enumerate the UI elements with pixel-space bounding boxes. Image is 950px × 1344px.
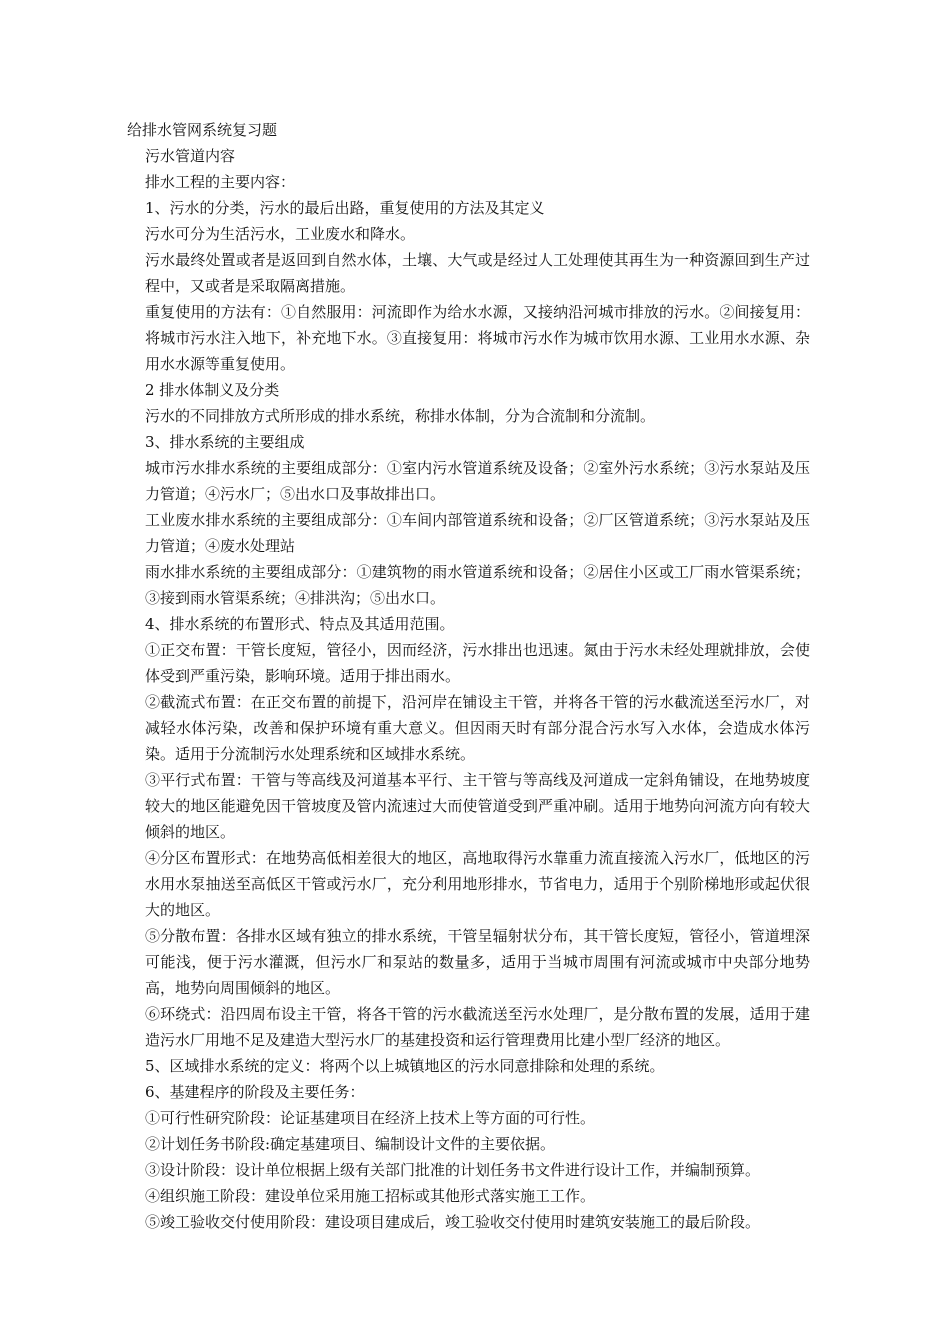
paragraph-14: ①正交布置：干管长度短，管径小，因而经济，污水排出也迅速。氮由于污水未经处理就排放，会使体受到严重污染，影响环境。适用于排出雨水。 — [145, 641, 810, 685]
paragraph-8: 污水的不同排放方式所形成的排水系统，称排水体制，分为合流制和分流制。 — [145, 407, 656, 425]
paragraph-4: 污水可分为生活污水，工业废水和降水。 — [145, 225, 416, 243]
paragraph-2: 排水工程的主要内容： — [145, 173, 296, 191]
document-body — [127, 117, 810, 1235]
paragraph-15: ②截流式布置：在正交布置的前提下，沿河岸在铺设主干管，并将各干管的污水截流送至污水厂，对减轻水体污染，改善和保护环境有重大意义。但因雨天时有部分混合污水写入水体，会造成水体污染。适用于分流制污水处理系统和区域排水系统。 — [145, 693, 810, 763]
paragraph-16: ③平行式布置：干管与等高线及河道基本平行、主干管与等高线及河道成一定斜角铺设，在地势坡度较大的地区能避免因干管坡度及管内流速过大而使管道受到严重冲刷。适用于地势向河流方向有较大倾斜的地区。 — [145, 771, 810, 841]
paragraph-18: ⑤分散布置：各排水区域有独立的排水系统，干管呈辐射状分布，其干管长度短，管径小，管道埋深可能浅，便于污水灌溉，但污水厂和泵站的数量多，适用于当城市周围有河流或城市中央部分地势高，地势向周围倾斜的地区。 — [145, 927, 810, 997]
paragraph-19: ⑥环绕式：沿四周布设主干管，将各干管的污水截流送至污水处理厂，是分散布置的发展，适用于建造污水厂用地不足及建造大型污水厂的基建投资和运行管理费用比建小型厂经济的地区。 — [145, 1005, 810, 1049]
paragraph-20: 5、区域排水系统的定义：将两个以上城镇地区的污水同意排除和处理的系统。 — [145, 1057, 665, 1075]
paragraph-1: 污水管道内容 — [145, 147, 236, 165]
document-title: 给排水管网系统复习题 — [127, 121, 278, 139]
paragraph-24: ③设计阶段：设计单位根据上级有关部门批准的计划任务书文件进行设计工作，并编制预算。 — [145, 1161, 761, 1179]
paragraph-3: 1、污水的分类，污水的最后出路，重复使用的方法及其定义 — [145, 199, 545, 217]
paragraph-7: 2 排水体制义及分类 — [145, 381, 280, 399]
paragraph-21: 6、基建程序的阶段及主要任务： — [145, 1083, 365, 1101]
paragraph-11: 工业废水排水系统的主要组成部分：①车间内部管道系统和设备；②厂区管道系统；③污水泵站及压力管道；④废水处理站 — [145, 511, 810, 555]
paragraph-9: 3、排水系统的主要组成 — [145, 433, 305, 451]
paragraph-26: ⑤竣工验收交付使用阶段：建设项目建成后，竣工验收交付使用时建筑安装施工的最后阶段。 — [145, 1213, 761, 1231]
paragraph-12: 雨水排水系统的主要组成部分：①建筑物的雨水管道系统和设备；②居住小区或工厂雨水管渠系统；③接到雨水管渠系统；④排洪沟；⑤出水口。 — [145, 563, 810, 607]
paragraph-10: 城市污水排水系统的主要组成部分：①室内污水管道系统及设备；②室外污水系统；③污水泵站及压力管道；④污水厂；⑤出水口及事故排出口。 — [145, 459, 810, 503]
paragraph-17: ④分区布置形式：在地势高低相差很大的地区，高地取得污水靠重力流直接流入污水厂，低地区的污水用水泵抽送至高低区干管或污水厂，充分利用地形排水，节省电力，适用于个别阶梯地形或起伏很大的地区。 — [145, 849, 810, 919]
paragraph-13: 4、排水系统的布置形式、特点及其适用范围。 — [145, 615, 455, 633]
paragraph-25: ④组织施工阶段：建设单位采用施工招标或其他形式落实施工工作。 — [145, 1187, 596, 1205]
paragraph-5: 污水最终处置或者是返回到自然水体，土壤、大气或是经过人工处理使其再生为一种资源回到生产过程中，又或者是采取隔离措施。 — [145, 251, 810, 295]
paragraph-6: 重复使用的方法有：①自然服用：河流即作为给水水源，又接纳沿河城市排放的污水。②间接复用：将城市污水注入地下，补充地下水。③直接复用：将城市污水作为城市饮用水源、工业用水水源、杂用水水源等重复使用。 — [145, 303, 810, 373]
paragraph-22: ①可行性研究阶段：论证基建项目在经济上技术上等方面的可行性。 — [145, 1109, 596, 1127]
paragraph-23: ②计划任务书阶段:确定基建项目、编制设计文件的主要依据。 — [145, 1135, 556, 1153]
